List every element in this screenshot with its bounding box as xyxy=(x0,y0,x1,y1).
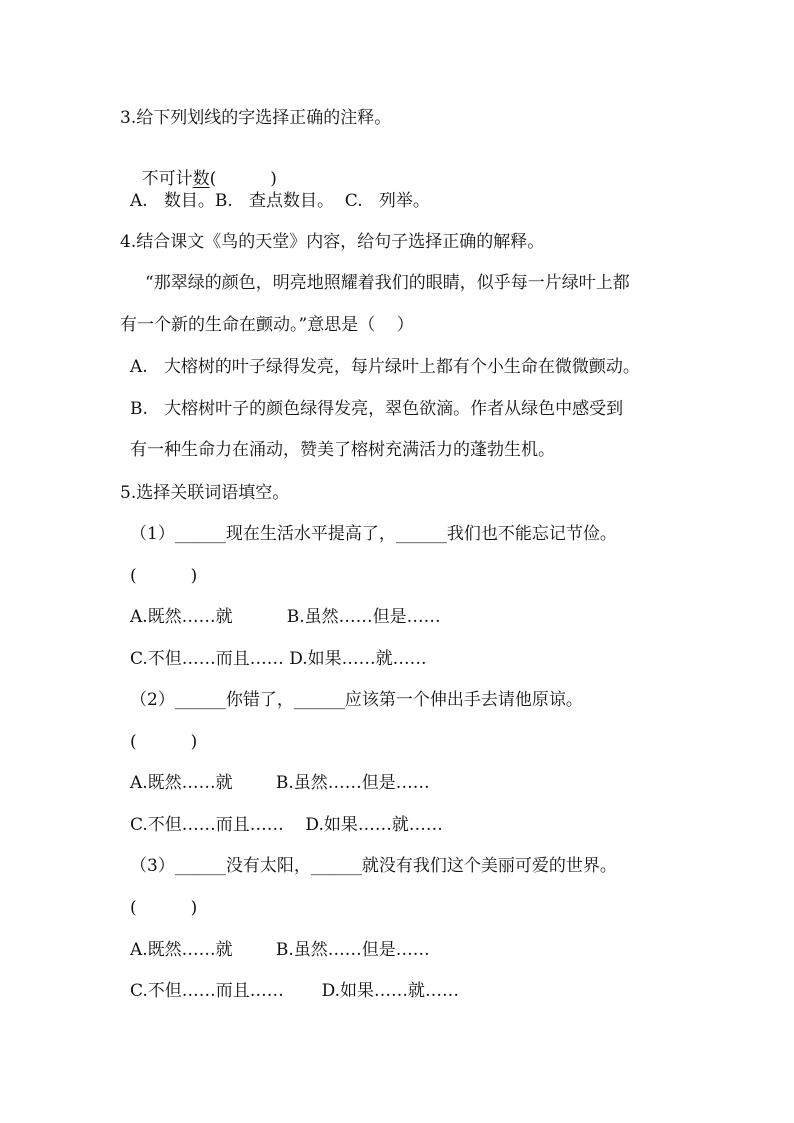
q5-item-1-sentence: （1）______现在生活水平提高了，______我们也不能忘记节俭。 xyxy=(130,524,617,544)
q3-word-prefix: 不可计 xyxy=(141,169,193,189)
q5-item-3-options-row-2: C.不但……而且…… D.如果……就…… xyxy=(130,981,460,1001)
q3-word-underlined: 数 xyxy=(192,169,210,189)
q5-item-2-options-row-1: A.既然……就 B.虽然……但是…… xyxy=(130,773,430,793)
q5-item-2-blank: ( ) xyxy=(130,732,198,752)
q5-item-2-options-row-2: C.不但……而且…… D.如果……就…… xyxy=(130,815,443,835)
q4-option-a: A. 大榕树的叶子绿得发亮，每片绿叶上都有个小生命在微微颤动。 xyxy=(130,357,640,377)
q5-item-2-sentence: （2）______你错了，______应该第一个伸出手去请他原谅。 xyxy=(130,690,583,710)
q5-item-3-blank: ( ) xyxy=(130,898,198,918)
q4-quote-line-2: 有一个新的生命在颤动。”意思是（ ） xyxy=(120,315,414,335)
q5-item-3-options-row-1: A.既然……就 B.虽然……但是…… xyxy=(130,940,430,960)
q3-title: 3.给下列划线的字选择正确的注释。 xyxy=(120,108,392,128)
q3-options: A. 数目。B. 查点数目。 C. 列举。 xyxy=(130,191,430,211)
q4-option-b-line-2: 有一种生命力在涌动，赞美了榕树充满活力的蓬勃生机。 xyxy=(130,440,555,460)
q4-option-b-line-1: B. 大榕树叶子的颜色绿得发亮，翠色欲滴。作者从绿色中感受到 xyxy=(130,399,624,419)
q4-title: 4.结合课文《鸟的天堂》内容，给句子选择正确的解释。 xyxy=(120,232,545,252)
q5-item-1-options-row-1: A.既然……就 B.虽然……但是…… xyxy=(130,607,441,627)
q3-answer-blank: ( ) xyxy=(209,169,277,189)
q5-item-3-sentence: （3）______没有太阳，______就没有我们这个美丽可爱的世界。 xyxy=(130,856,617,876)
q5-item-1-options-row-2: C.不但……而且…… D.如果……就…… xyxy=(130,649,427,669)
q5-item-1-blank: ( ) xyxy=(130,566,198,586)
q4-quote-line-1: “那翠绿的颜色，明亮地照耀着我们的眼睛，似乎每一片绿叶上都 xyxy=(145,273,630,293)
q5-title: 5.选择关联词语填空。 xyxy=(120,483,290,503)
